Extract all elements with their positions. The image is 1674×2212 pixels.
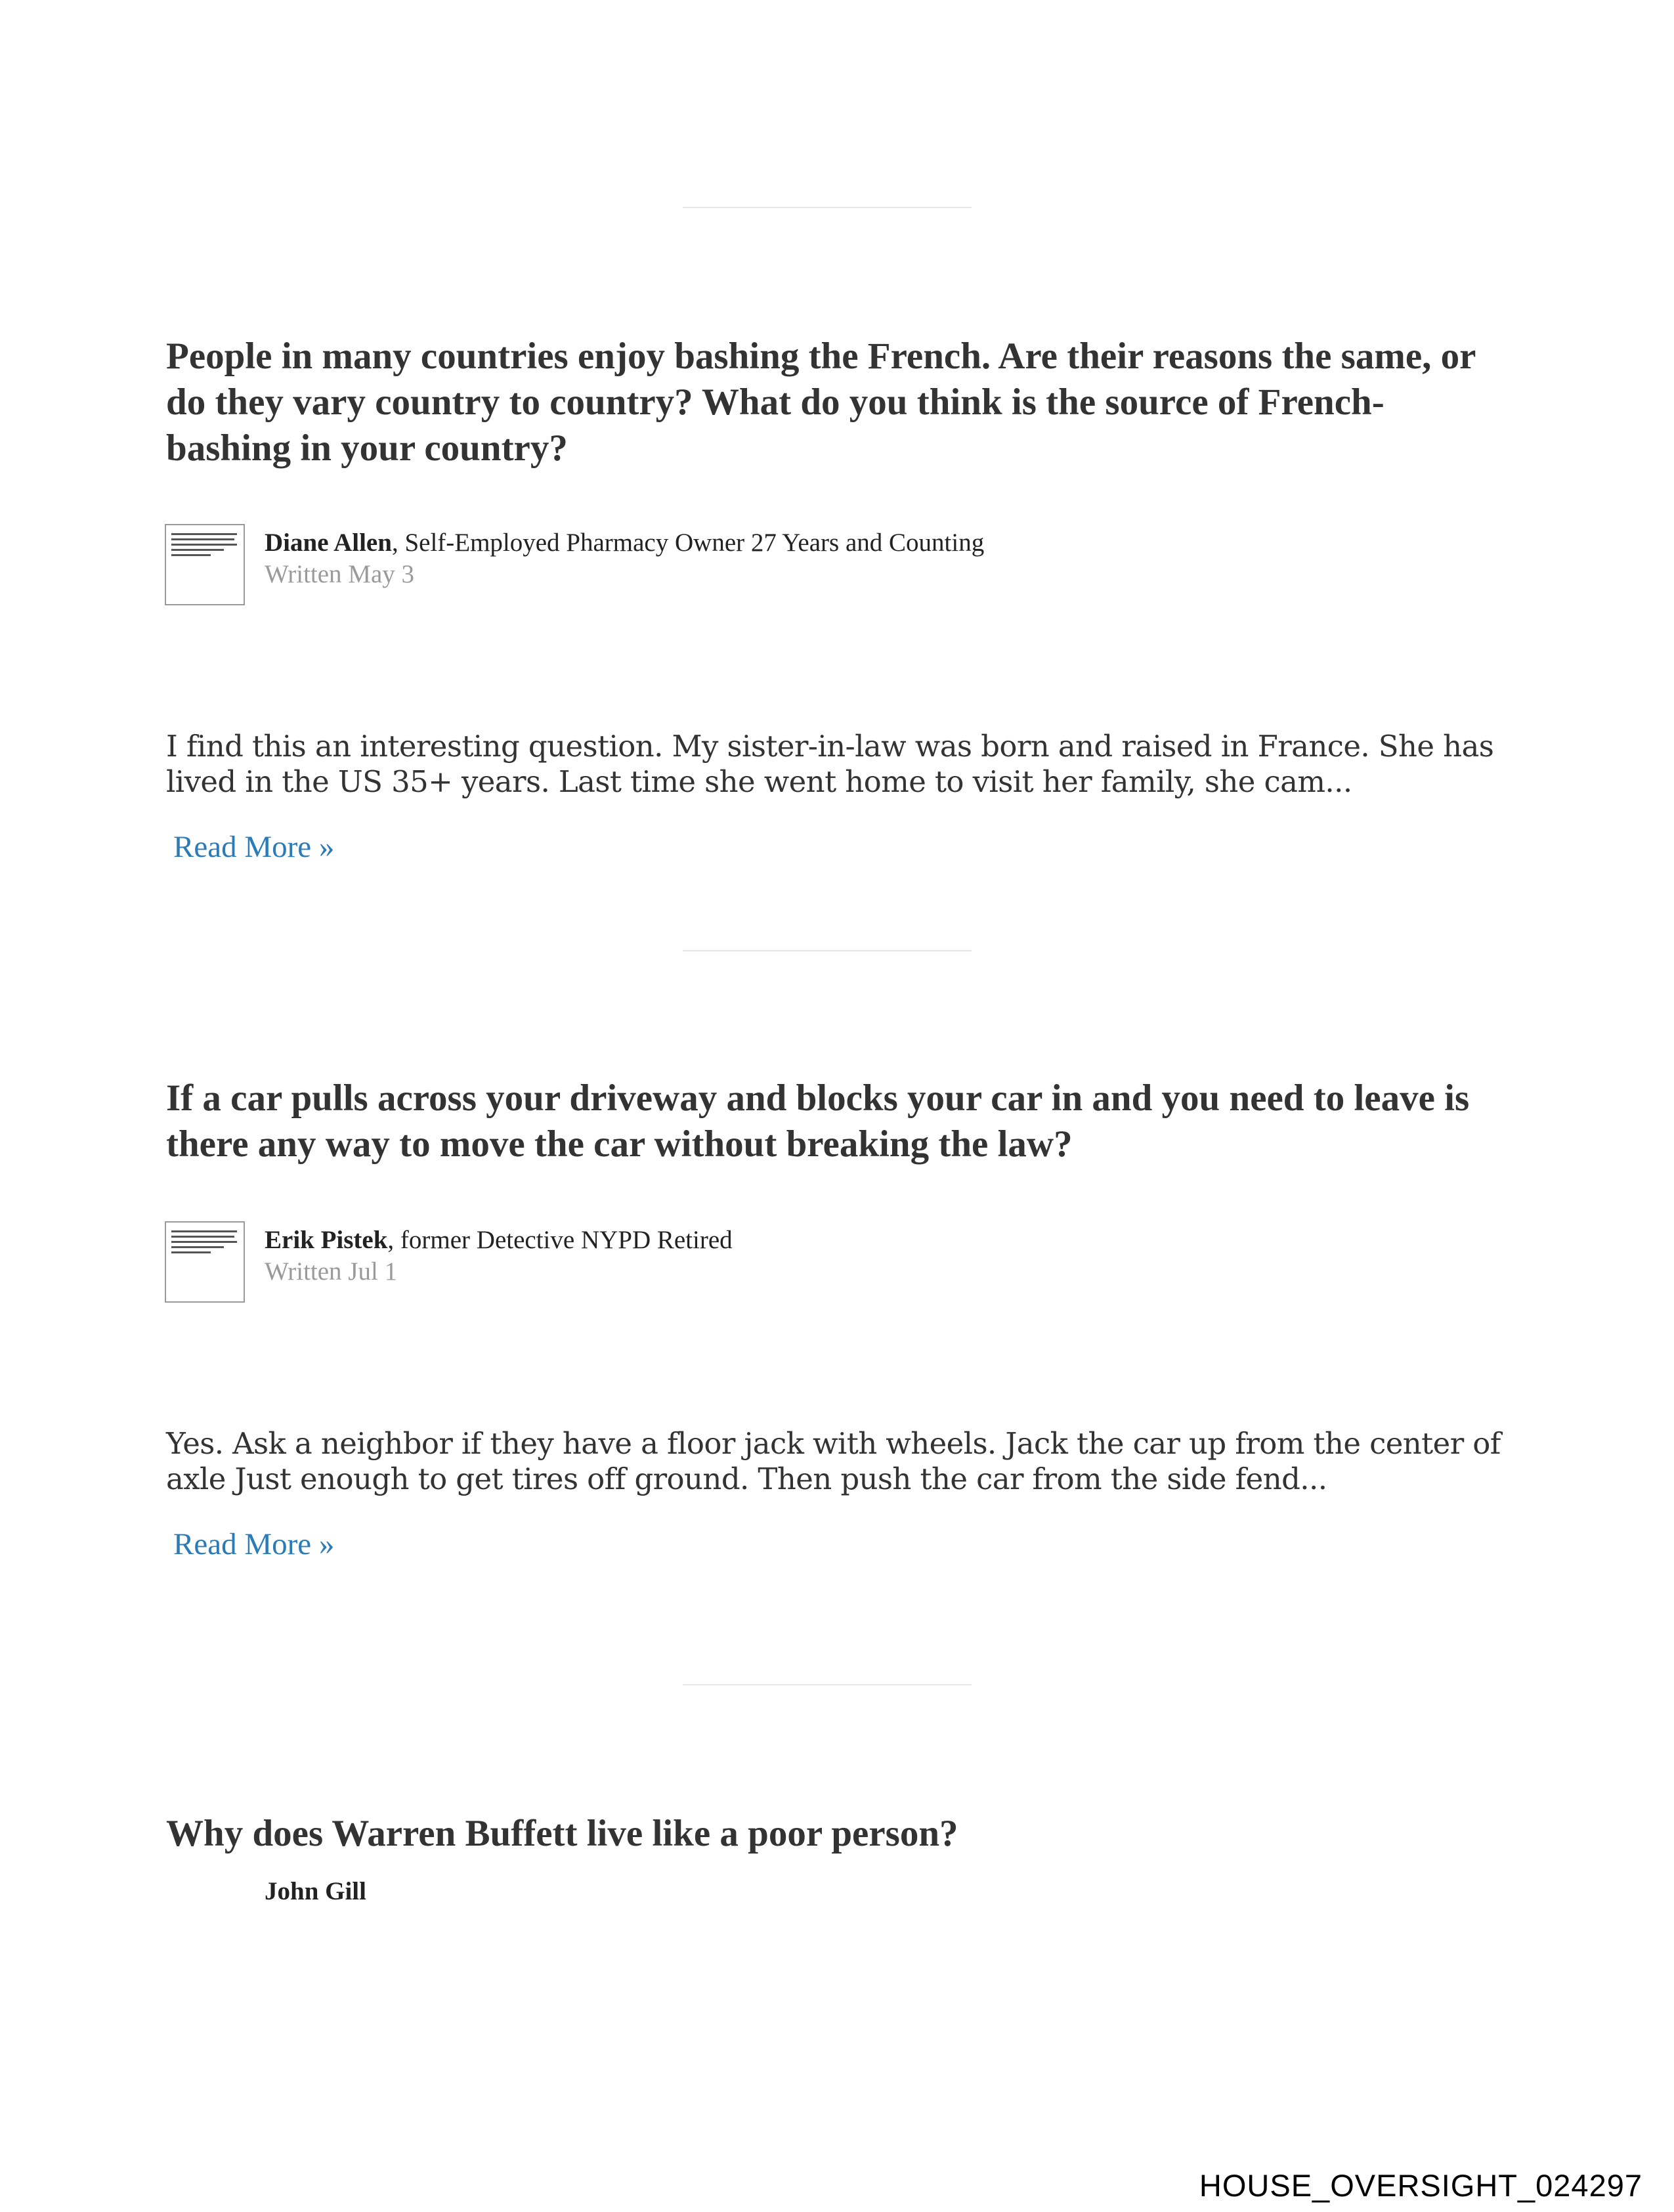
read-more-link[interactable]: Read More » <box>173 1527 335 1561</box>
section-divider <box>683 950 972 951</box>
read-more-link[interactable]: Read More » <box>173 830 335 864</box>
question-title[interactable]: People in many countries enjoy bashing the French. Are their reasons the same, or do they vary country to country? What do you think is the source of French-bashing in your country? <box>166 336 1476 469</box>
author-name[interactable]: John Gill <box>265 1877 366 1905</box>
answer-excerpt: I find this an interesting question. My sister-in-law was born and raised in France. She has lived in the US 35+ years. Last time she went home to visit her family, she cam... <box>166 729 1494 799</box>
author-block <box>165 524 1346 609</box>
written-date: Written Jul 1 <box>265 1257 398 1286</box>
author-line <box>265 1225 733 1255</box>
author-name[interactable]: Diane Allen <box>265 529 392 557</box>
author-line <box>265 528 984 558</box>
answer-excerpt: Yes. Ask a neighbor if they have a floor jack with wheels. Jack the car up from the center of axle Just enough to get tires off ground. Then push the car from the side fend... <box>166 1426 1501 1496</box>
question-title[interactable]: Why does Warren Buffett live like a poor person? <box>166 1813 958 1854</box>
author-name[interactable]: Erik Pistek <box>265 1226 388 1254</box>
avatar[interactable] <box>165 1221 245 1303</box>
author-credential: , Self-Employed Pharmacy Owner 27 Years and Counting <box>391 529 985 557</box>
question-title[interactable]: If a car pulls across your driveway and blocks your car in and you need to leave is there any way to move the car without breaking the law? <box>166 1077 1470 1165</box>
author-block <box>165 1221 1346 1307</box>
written-date: Written May 3 <box>265 560 415 588</box>
section-divider <box>683 207 972 208</box>
section-divider <box>683 1684 972 1685</box>
author-credential: , former Detective NYPD Retired <box>387 1226 733 1254</box>
document-id-stamp: HOUSE_OVERSIGHT_024297 <box>1199 2168 1642 2203</box>
avatar[interactable] <box>165 524 245 605</box>
